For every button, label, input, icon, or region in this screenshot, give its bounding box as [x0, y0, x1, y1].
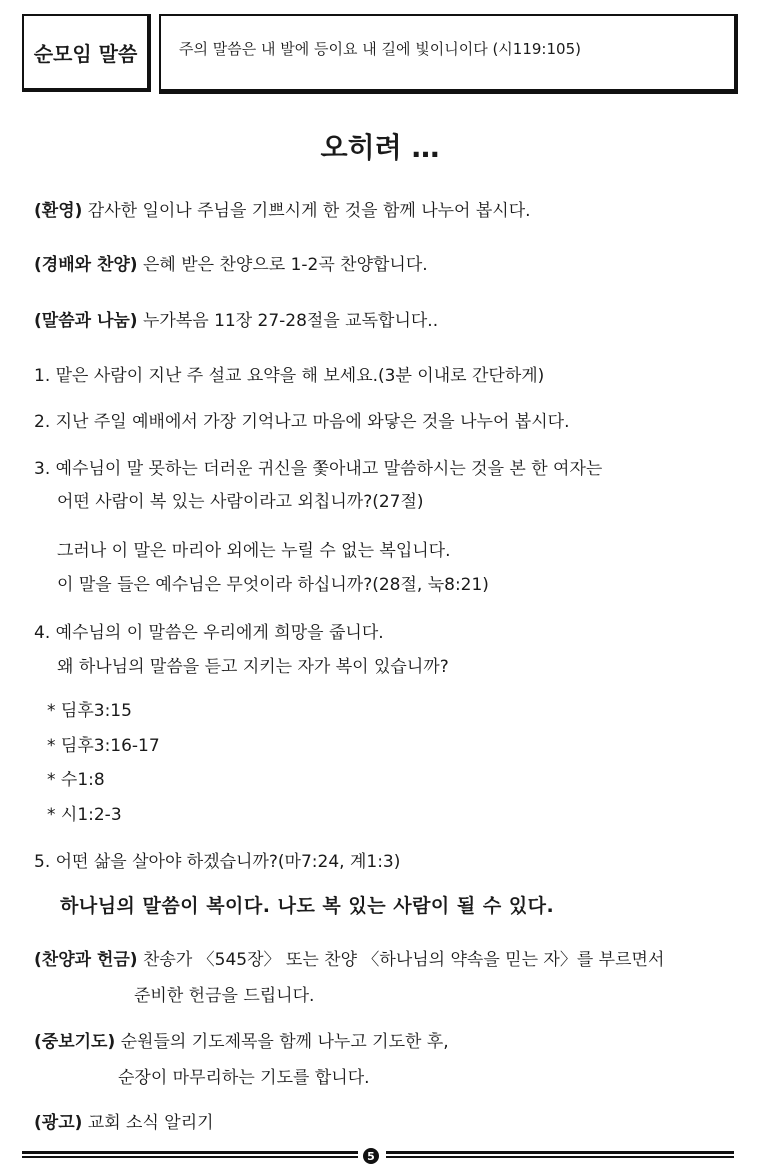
question-2: 2. 지난 주일 예배에서 가장 기억나고 마음에 와닿은 것을 나누어 봅시다.	[34, 412, 570, 432]
word-line	[34, 311, 438, 331]
welcome-text: 감사한 일이나 주님을 기쁘시게 한 것을 함께 나누어 봅시다.	[82, 201, 531, 221]
word-text: 누가복음 11장 27-28절을 교독합니다..	[137, 311, 439, 331]
intercession-line-2: 순장이 마무리하는 기도를 합니다.	[118, 1068, 370, 1088]
worship-label: (경배와 찬양)	[34, 255, 138, 275]
question-3-line-1: 3. 예수님이 말 못하는 더러운 귀신을 쫓아내고 말씀하시는 것을 본 한 여자는	[34, 459, 603, 479]
intercession-line-1	[34, 1032, 449, 1052]
footer	[22, 1148, 734, 1164]
scripture-ref: * 수1:8	[47, 770, 105, 790]
footer-rule-left	[22, 1151, 358, 1158]
header	[22, 14, 738, 98]
scripture-ref: * 딤후3:15	[47, 701, 132, 721]
notice-label: (광고)	[34, 1113, 83, 1133]
question-3-line-2: 어떤 사람이 복 있는 사람이라고 외칩니까?(27절)	[57, 492, 424, 512]
notice-line	[34, 1113, 214, 1133]
intercession-label: (중보기도)	[34, 1032, 116, 1052]
question-4-line-1: 4. 예수님의 이 말씀은 우리에게 희망을 줍니다.	[34, 623, 384, 643]
question-4-line-2: 왜 하나님의 말씀을 듣고 지키는 자가 복이 있습니까?	[57, 657, 449, 677]
worship-line	[34, 255, 428, 275]
offering-label: (찬양과 헌금)	[34, 950, 138, 970]
scripture-ref: * 딤후3:16-17	[47, 736, 160, 756]
question-5: 5. 어떤 삶을 살아야 하겠습니까?(마7:24, 계1:3)	[34, 852, 401, 872]
offering-line-2: 준비한 헌금을 드립니다.	[134, 986, 315, 1006]
emphasis-statement: 하나님의 말씀이 복이다. 나도 복 있는 사람이 될 수 있다.	[60, 895, 555, 917]
question-1: 1. 맡은 사람이 지난 주 설교 요약을 해 보세요.(3분 이내로 간단하게)	[34, 366, 545, 386]
question-3-line-3: 그러나 이 말은 마리아 외에는 누릴 수 없는 복입니다.	[57, 541, 451, 561]
welcome-label: (환영)	[34, 201, 83, 221]
header-label: 순모임 말씀	[22, 14, 151, 92]
offering-line-1	[34, 950, 664, 970]
welcome-line	[34, 201, 531, 221]
worship-text: 은혜 받은 찬양으로 1-2곡 찬양합니다.	[137, 255, 428, 275]
word-label: (말씀과 나눔)	[34, 311, 138, 331]
scripture-ref: * 시1:2-3	[47, 805, 122, 825]
offering-text: 찬송가 〈545장〉 또는 찬양 〈하나님의 약속을 믿는 자〉를 부르면서	[137, 950, 665, 970]
page-number: 5	[363, 1148, 379, 1164]
page-title: 오히려 …	[320, 131, 440, 164]
footer-rule-right	[386, 1151, 734, 1158]
question-3-line-4: 이 말을 들은 예수님은 무엇이라 하십니까?(28절, 눅8:21)	[57, 575, 489, 595]
header-verse: 주의 말씀은 내 발에 등이요 내 길에 빛이니이다 (시119:105)	[159, 14, 738, 94]
intercession-text: 순원들의 기도제목을 함께 나누고 기도한 후,	[115, 1032, 449, 1052]
notice-text: 교회 소식 알리기	[82, 1113, 214, 1133]
